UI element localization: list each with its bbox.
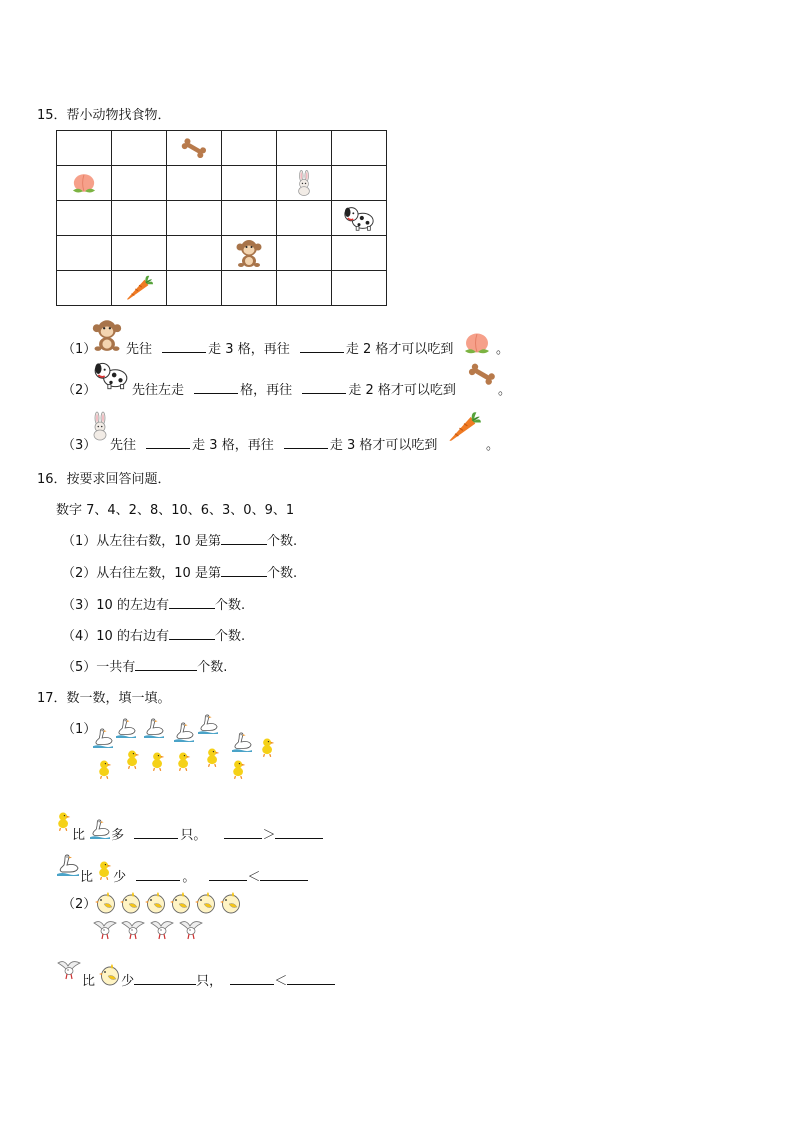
text: （1） (62, 534, 97, 549)
grid-cell (112, 236, 167, 271)
q16-numbers: 数字 7、4、2、8、10、6、3、0、9、1 (56, 503, 295, 518)
answer-blank[interactable] (169, 626, 215, 640)
less-than: ＜ (247, 870, 261, 885)
goose-icon (115, 718, 137, 738)
answer-blank[interactable] (136, 867, 180, 881)
carrot-icon (446, 410, 482, 444)
text: 个数. (214, 598, 246, 613)
goose-icon (173, 722, 195, 742)
q15-sub3-line (110, 434, 437, 453)
grid-cell (222, 201, 277, 236)
grid-cell (222, 131, 277, 166)
answer-blank[interactable] (135, 657, 197, 671)
greater-than: ＞ (262, 828, 276, 843)
text: 个数. (214, 629, 246, 644)
answer-blank[interactable] (169, 595, 215, 609)
grid-row (57, 201, 387, 236)
goose-icon (231, 732, 253, 752)
q16-item (62, 562, 297, 581)
grid-cell (277, 131, 332, 166)
grid-row (57, 271, 387, 306)
grid-cell (57, 131, 112, 166)
q16-item (62, 625, 245, 644)
grid-cell (167, 201, 222, 236)
text: 个数. (197, 660, 228, 675)
grid-cell (57, 271, 112, 306)
grid-row (57, 131, 387, 166)
q17-title: 17．数一数，填一填。 (37, 691, 171, 706)
chick-icon (170, 890, 192, 914)
text: 个数. (266, 534, 298, 549)
q16-item (62, 530, 297, 549)
duck-icon (260, 736, 276, 758)
chick-icon (95, 890, 117, 914)
answer-blank[interactable] (302, 380, 346, 394)
text: 一共有 (96, 660, 136, 675)
q17-part2-num: （2） (62, 897, 97, 912)
text: 多 (111, 828, 125, 843)
carrot-icon (124, 274, 154, 302)
answer-blank[interactable] (221, 563, 267, 577)
text: 走 3 格才可以吃到 (329, 438, 438, 453)
text: 从右往左数，10 是第 (96, 566, 221, 581)
q15-sub3-num: （3） (62, 438, 97, 453)
chick-icon (120, 890, 142, 914)
period: 。 (486, 438, 500, 453)
grid-cell (277, 166, 332, 201)
q15-title: 15．帮小动物找食物． (37, 108, 171, 123)
bird-icon (92, 918, 118, 940)
q15-sub1-num: （1） (62, 342, 97, 357)
grid-cell (57, 201, 112, 236)
grid-cell (112, 131, 167, 166)
duck-icon (56, 810, 72, 832)
monkey-icon (90, 318, 124, 352)
text: 只。 (180, 828, 207, 843)
bone-icon (466, 360, 498, 388)
text: 。 (182, 870, 196, 885)
peach-icon (462, 330, 492, 356)
answer-blank[interactable] (209, 867, 247, 881)
q15-sub2-num: （2） (62, 383, 97, 398)
chick-icon (145, 890, 167, 914)
chick-icon (220, 890, 242, 914)
text: （2） (62, 566, 97, 581)
duck-icon (125, 748, 141, 770)
answer-blank[interactable] (134, 825, 178, 839)
q16-item (62, 656, 227, 675)
text: 10 的右边有 (96, 629, 169, 644)
goose-icon (92, 728, 114, 748)
goose-icon (56, 854, 80, 876)
bird-icon (178, 918, 204, 940)
text: 走 3 格，再往 (192, 438, 274, 453)
answer-blank[interactable] (221, 531, 267, 545)
monkey-icon (234, 238, 264, 268)
goose-icon (197, 714, 219, 734)
text: 走 3 格，再往 (208, 342, 290, 357)
grid-cell (112, 166, 167, 201)
grid-cell (222, 271, 277, 306)
text: 从左往右数，10 是第 (96, 534, 221, 549)
grid-cell (167, 236, 222, 271)
compare-line-1 (72, 824, 323, 843)
compare-line-3 (82, 970, 335, 989)
grid-cell (332, 201, 387, 236)
bird-icon (120, 918, 146, 940)
grid-cell (57, 166, 112, 201)
goose-icon (89, 819, 111, 839)
grid-row (57, 236, 387, 271)
rabbit-icon (295, 169, 313, 197)
period: 。 (496, 342, 510, 357)
chick-icon (195, 890, 217, 914)
goose-icon (143, 718, 165, 738)
q16-item (62, 594, 245, 613)
grid-cell (167, 166, 222, 201)
answer-blank[interactable] (287, 971, 335, 985)
text: 比 (80, 870, 94, 885)
answer-blank[interactable] (260, 867, 308, 881)
grid-cell (112, 201, 167, 236)
grid-cell (277, 201, 332, 236)
grid-cell (277, 236, 332, 271)
text: 比 (72, 828, 86, 843)
text: 先往 (110, 438, 137, 453)
text: 少 (121, 974, 135, 989)
compare-line-2 (80, 866, 308, 885)
answer-blank[interactable] (194, 380, 238, 394)
grid-cell (222, 236, 277, 271)
grid-cell (332, 166, 387, 201)
period: 。 (498, 383, 512, 398)
grid-cell (57, 236, 112, 271)
q16-title: 16．按要求回答问题． (37, 472, 171, 487)
grid-cell (332, 236, 387, 271)
grid-cell (277, 271, 332, 306)
text: （5） (62, 660, 97, 675)
duck-icon (97, 859, 113, 881)
text: 走 2 格才可以吃到 (345, 342, 454, 357)
grid-cell (112, 271, 167, 306)
grid-row (57, 166, 387, 201)
text: 只， (196, 974, 223, 989)
text: （3） (62, 598, 97, 613)
duck-icon (150, 750, 166, 772)
duck-icon (205, 746, 221, 768)
answer-blank[interactable] (300, 339, 344, 353)
grid-cell (167, 131, 222, 166)
q17-part1-num: （1） (62, 722, 97, 737)
grid-cell (332, 131, 387, 166)
chick-icon (99, 962, 121, 986)
peach-icon (70, 171, 98, 195)
grid-cell (332, 271, 387, 306)
dog-icon (342, 205, 376, 232)
less-than: ＜ (274, 974, 288, 989)
answer-blank[interactable] (146, 435, 190, 449)
answer-blank[interactable] (162, 339, 206, 353)
text: 走 2 格才可以吃到 (348, 383, 456, 398)
text: 先往左走 (132, 383, 185, 398)
food-grid (56, 130, 387, 306)
text: 个数. (266, 566, 298, 581)
text: 格，再往 (240, 383, 293, 398)
q15-sub1-line (126, 338, 453, 357)
answer-blank[interactable] (134, 971, 196, 985)
text: 10 的左边有 (96, 598, 169, 613)
bird-icon (56, 958, 82, 980)
answer-blank[interactable] (275, 825, 323, 839)
grid-cell (222, 166, 277, 201)
rabbit-icon (90, 410, 110, 442)
answer-blank[interactable] (224, 825, 262, 839)
grid-cell (167, 271, 222, 306)
duck-icon (97, 758, 113, 780)
bone-icon (179, 138, 209, 158)
q15-sub2-line (132, 379, 456, 398)
bird-icon (149, 918, 175, 940)
dog-icon (92, 360, 130, 390)
duck-icon (176, 750, 192, 772)
answer-blank[interactable] (230, 971, 274, 985)
answer-blank[interactable] (284, 435, 328, 449)
text: 比 (82, 974, 96, 989)
text: 少 (113, 870, 127, 885)
text: 先往 (126, 342, 153, 357)
duck-icon (231, 758, 247, 780)
text: （4） (62, 629, 97, 644)
